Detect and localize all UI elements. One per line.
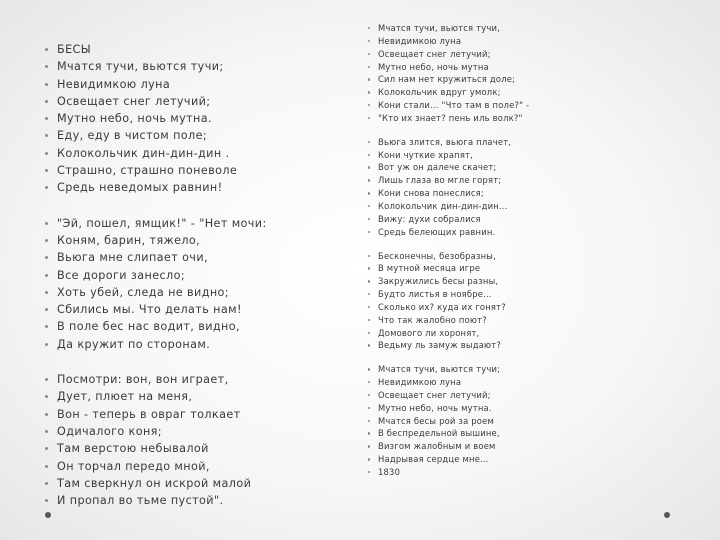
poem-line: Коням, барин, тяжело, <box>45 232 267 249</box>
poem-line: Все дороги занесло; <box>45 267 267 284</box>
poem-line: Да кружит по сторонам. <box>45 336 267 353</box>
poem-line: Визгом жалобным и воем <box>368 440 529 453</box>
poem-line: Вьюга мне слипает очи, <box>45 249 267 266</box>
poem-line: Мчатся тучи, вьются тучи, <box>368 22 529 35</box>
poem-line: Дует, плюет на меня, <box>45 388 267 405</box>
poem-line: Колокольчик дин-дин-дин... <box>368 200 529 213</box>
poem-line: Мчатся тучи, вьются тучи; <box>368 363 529 376</box>
poem-line: Колокольчик дин-дин-дин . <box>45 145 267 162</box>
poem-line: Невидимкою луна <box>368 376 529 389</box>
poem-line: Одичалого коня; <box>45 423 267 440</box>
poem-line: Он торчал передо мной, <box>45 458 267 475</box>
poem-line: Бесконечны, безобразны, <box>368 250 529 263</box>
poem-line: Что так жалобно поют? <box>368 314 529 327</box>
poem-line: В беспредельной вышине, <box>368 427 529 440</box>
poem-line: Вон - теперь в овраг толкает <box>45 406 267 423</box>
poem-line: Посмотри: вон, вон играет, <box>45 371 267 388</box>
poem-line: Еду, еду в чистом поле; <box>45 127 267 144</box>
slide-nav-dot-left[interactable] <box>45 512 51 518</box>
poem-line: Освещает снег летучий; <box>45 93 267 110</box>
poem-line: Сбились мы. Что делать нам! <box>45 301 267 318</box>
slide-nav-dot-right[interactable] <box>664 512 670 518</box>
poem-line: "Эй, пошел, ямщик!" - "Нет мочи: <box>45 215 267 232</box>
poem-line: "Кто их знает? пень иль волк?" <box>368 112 529 125</box>
poem-line: Невидимкою луна <box>45 76 267 93</box>
poem-line: Освещает снег летучий; <box>368 389 529 402</box>
poem-line: Мутно небо, ночь мутна. <box>45 110 267 127</box>
poem-line: Домового ли хоронят, <box>368 327 529 340</box>
poem-line: В мутной месяца игре <box>368 262 529 275</box>
poem-line: Вьюга злится, вьюга плачет, <box>368 136 529 149</box>
poem-line: Надрывая сердце мне... <box>368 453 529 466</box>
poem-line: Страшно, страшно поневоле <box>45 162 267 179</box>
poem-line: Кони снова понеслися; <box>368 187 529 200</box>
poem-line: Лишь глаза во мгле горят; <box>368 174 529 187</box>
poem-line: Средь неведомых равнин! <box>45 179 267 196</box>
poem-line: Закружились бесы разны, <box>368 275 529 288</box>
poem-line: Мчатся тучи, вьются тучи; <box>45 58 267 75</box>
poem-line: Там верстою небывалой <box>45 440 267 457</box>
poem-line: Там сверкнул он искрой малой <box>45 475 267 492</box>
poem-line: Сколько их? куда их гонят? <box>368 301 529 314</box>
poem-line: Средь белеющих равнин. <box>368 226 529 239</box>
poem-line: Вот уж он далече скачет; <box>368 161 529 174</box>
poem-left-column <box>45 41 267 509</box>
poem-right-column <box>368 22 529 479</box>
poem-line: Хоть убей, следа не видно; <box>45 284 267 301</box>
poem-line: Колокольчик вдруг умолк; <box>368 86 529 99</box>
poem-line: И пропал во тьме пустой". <box>45 492 267 509</box>
poem-line: Мчатся бесы рой за роем <box>368 415 529 428</box>
poem-line: Ведьму ль замуж выдают? <box>368 339 529 352</box>
poem-line: Освещает снег летучий; <box>368 48 529 61</box>
poem-line: Будто листья в ноябре... <box>368 288 529 301</box>
poem-line: Кони стали... "Что там в поле?" - <box>368 99 529 112</box>
poem-line: В поле бес нас водит, видно, <box>45 318 267 335</box>
poem-line: Сил нам нет кружиться доле; <box>368 73 529 86</box>
poem-line: 1830 <box>368 466 529 479</box>
poem-line: БЕСЫ <box>45 41 267 58</box>
poem-line: Мутно небо, ночь мутна <box>368 61 529 74</box>
poem-line: Вижу: духи собралися <box>368 213 529 226</box>
poem-line: Мутно небо, ночь мутна. <box>368 402 529 415</box>
poem-line: Кони чуткие храпят, <box>368 149 529 162</box>
poem-line: Невидимкою луна <box>368 35 529 48</box>
